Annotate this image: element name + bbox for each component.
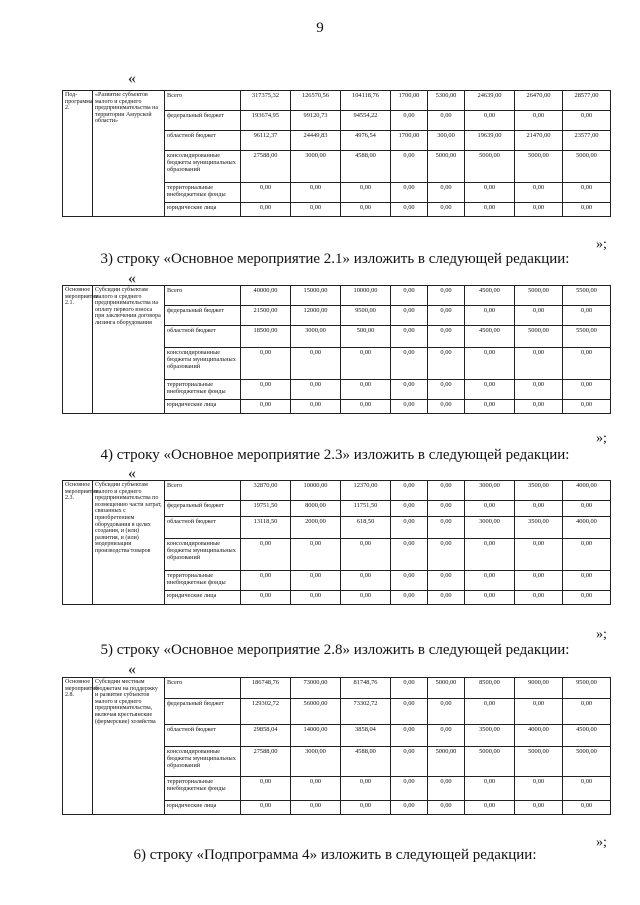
amount-cell: 26470,00 [515,91,563,111]
amount-cell: 0,00 [428,306,465,326]
amount-cell: 0,00 [428,380,465,400]
amount-cell: 0,00 [341,203,391,217]
amount-cell: 129302,72 [241,699,291,725]
amount-cell: 3000,00 [291,151,341,183]
amount-cell: 0,00 [515,400,563,414]
amount-cell: 0,00 [391,801,428,815]
amount-cell: 0,00 [465,801,515,815]
funding-source-cell: территориальные внебюджетные фонды [165,380,241,400]
amount-cell: 10000,00 [341,286,391,306]
amount-cell: 0,00 [391,286,428,306]
budget-table [62,677,611,815]
amount-cell: 0,00 [391,151,428,183]
amount-cell: 5000,00 [515,747,563,777]
amount-cell: 0,00 [391,747,428,777]
amount-cell: 0,00 [515,183,563,203]
amount-cell: 0,00 [563,777,611,801]
amount-cell: 0,00 [563,591,611,605]
amount-cell: 0,00 [391,725,428,747]
amount-cell: 21470,00 [515,131,563,151]
amount-cell: 19751,50 [241,501,291,517]
amount-cell: 0,00 [465,111,515,131]
amount-cell: 0,00 [391,481,428,501]
program-code-cell: Под-программа 2. [63,91,93,217]
amount-cell: 5000,00 [515,326,563,348]
amount-cell: 0,00 [291,571,341,591]
amount-cell: 0,00 [563,400,611,414]
amount-cell: 5300,00 [428,91,465,111]
amount-cell: 5000,00 [428,678,465,699]
amount-cell: 500,00 [341,326,391,348]
amount-cell: 0,00 [241,801,291,815]
amount-cell: 3500,00 [515,517,563,539]
amount-cell: 0,00 [428,801,465,815]
amount-cell: 96112,37 [241,131,291,151]
amount-cell: 19639,00 [465,131,515,151]
amount-cell: 0,00 [291,380,341,400]
amount-cell: 4588,00 [341,151,391,183]
amount-cell: 0,00 [291,348,341,380]
amount-cell: 0,00 [465,400,515,414]
funding-source-cell: областной бюджет [165,517,241,539]
amount-cell: 0,00 [391,380,428,400]
amount-cell: 0,00 [563,111,611,131]
amount-cell: 0,00 [515,571,563,591]
program-name-cell: «Развитие субъектов малого и среднего предпринимательства на территории Амурской области» [93,91,165,217]
amount-cell: 94554,22 [341,111,391,131]
closing-quote: »; [596,627,607,642]
amount-cell: 0,00 [341,400,391,414]
amount-cell: 0,00 [465,591,515,605]
amount-cell: 12370,00 [341,481,391,501]
amount-cell: 1700,00 [391,91,428,111]
amount-cell: 0,00 [465,501,515,517]
amount-cell: 11751,50 [341,501,391,517]
amount-cell: 0,00 [428,539,465,571]
amount-cell: 0,00 [428,517,465,539]
amount-cell: 0,00 [515,203,563,217]
amount-cell: 0,00 [291,400,341,414]
amount-cell: 0,00 [391,699,428,725]
amount-cell: 0,00 [563,801,611,815]
section-heading: 6) строку «Подпрограмма 4» изложить в следующей редакции: [133,847,537,863]
amount-cell: 0,00 [391,306,428,326]
amount-cell: 0,00 [563,699,611,725]
funding-source-cell: областной бюджет [165,725,241,747]
amount-cell: 4000,00 [515,725,563,747]
amount-cell: 0,00 [563,501,611,517]
amount-cell: 0,00 [341,777,391,801]
opening-quote: « [128,661,136,678]
amount-cell: 0,00 [563,183,611,203]
funding-source-cell: юридические лица [165,400,241,414]
amount-cell: 0,00 [391,111,428,131]
amount-cell: 5000,00 [515,151,563,183]
funding-source-cell: федеральный бюджет [165,699,241,725]
program-code-cell: Основное мероприятие 2.8. [63,678,93,815]
amount-cell: 3000,00 [291,326,341,348]
section-heading: 5) строку «Основное мероприятие 2.8» изложить в следующей редакции: [100,642,570,658]
program-code-cell: Основное мероприятие 2.3. [63,481,93,605]
table-row [63,286,611,306]
amount-cell: 4500,00 [563,725,611,747]
amount-cell: 0,00 [241,203,291,217]
amount-cell: 0,00 [465,306,515,326]
amount-cell: 13118,50 [241,517,291,539]
amount-cell: 0,00 [241,591,291,605]
amount-cell: 5000,00 [563,747,611,777]
amount-cell: 28577,00 [563,91,611,111]
amount-cell: 0,00 [515,539,563,571]
amount-cell: 3000,00 [465,517,515,539]
funding-source-cell: Всего [165,286,241,306]
amount-cell: 0,00 [391,203,428,217]
amount-cell: 5500,00 [563,286,611,306]
amount-cell: 8500,00 [465,678,515,699]
amount-cell: 0,00 [391,501,428,517]
amount-cell: 27588,00 [241,151,291,183]
opening-quote: « [128,270,136,287]
budget-table [62,285,611,414]
table-row [63,678,611,699]
amount-cell: 104118,76 [341,91,391,111]
amount-cell: 0,00 [241,348,291,380]
amount-cell: 0,00 [515,777,563,801]
amount-cell: 0,00 [291,591,341,605]
amount-cell: 0,00 [241,571,291,591]
amount-cell: 0,00 [515,380,563,400]
amount-cell: 0,00 [391,777,428,801]
funding-source-cell: Всего [165,481,241,501]
amount-cell: 0,00 [515,801,563,815]
amount-cell: 126570,56 [291,91,341,111]
amount-cell: 0,00 [515,501,563,517]
program-name-cell: Субсидии субъектам малого и среднего предпринимательства по возмещению части затрат, связанных с приобретением оборудования в целях создания, и (или) развития, и (или) модернизации производства товаров [93,481,165,605]
amount-cell: 10000,00 [291,481,341,501]
funding-source-cell: территориальные внебюджетные фонды [165,571,241,591]
amount-cell: 0,00 [428,777,465,801]
amount-cell: 0,00 [391,183,428,203]
amount-cell: 0,00 [515,699,563,725]
amount-cell: 0,00 [391,591,428,605]
amount-cell: 4500,00 [465,286,515,306]
funding-source-cell: юридические лица [165,801,241,815]
funding-source-cell: областной бюджет [165,131,241,151]
amount-cell: 32870,00 [241,481,291,501]
amount-cell: 0,00 [291,801,341,815]
program-name-cell: Субсидии субъектам малого и среднего предпринимательства на оплату первого взноса при заключении договора лизинга оборудования [93,286,165,414]
amount-cell: 0,00 [515,306,563,326]
amount-cell: 8000,00 [291,501,341,517]
amount-cell: 0,00 [428,571,465,591]
table-row [63,481,611,501]
amount-cell: 4500,00 [465,326,515,348]
amount-cell: 56000,00 [291,699,341,725]
amount-cell: 73302,72 [341,699,391,725]
amount-cell: 0,00 [428,481,465,501]
amount-cell: 0,00 [341,348,391,380]
amount-cell: 0,00 [241,380,291,400]
amount-cell: 4588,00 [341,747,391,777]
amount-cell: 12000,00 [291,306,341,326]
amount-cell: 3000,00 [291,747,341,777]
amount-cell: 3858,04 [341,725,391,747]
amount-cell: 40000,00 [241,286,291,306]
amount-cell: 5000,00 [465,151,515,183]
funding-source-cell: территориальные внебюджетные фонды [165,777,241,801]
section-heading: 3) строку «Основное мероприятие 2.1» изложить в следующей редакции: [100,251,570,267]
funding-source-cell: федеральный бюджет [165,111,241,131]
funding-source-cell: федеральный бюджет [165,501,241,517]
amount-cell: 0,00 [465,571,515,591]
amount-cell: 0,00 [515,348,563,380]
amount-cell: 0,00 [515,111,563,131]
amount-cell: 9500,00 [341,306,391,326]
amount-cell: 300,00 [428,131,465,151]
amount-cell: 0,00 [465,348,515,380]
amount-cell: 0,00 [428,591,465,605]
closing-quote: »; [596,237,607,252]
amount-cell: 0,00 [391,517,428,539]
amount-cell: 0,00 [391,326,428,348]
amount-cell: 0,00 [428,183,465,203]
funding-source-cell: Всего [165,91,241,111]
amount-cell: 0,00 [428,725,465,747]
amount-cell: 0,00 [563,306,611,326]
amount-cell: 23577,00 [563,131,611,151]
amount-cell: 2000,00 [291,517,341,539]
amount-cell: 0,00 [241,400,291,414]
amount-cell: 0,00 [391,348,428,380]
amount-cell: 0,00 [428,326,465,348]
amount-cell: 24639,00 [465,91,515,111]
amount-cell: 0,00 [465,183,515,203]
amount-cell: 0,00 [341,571,391,591]
amount-cell: 0,00 [391,400,428,414]
amount-cell: 0,00 [241,539,291,571]
amount-cell: 3500,00 [465,725,515,747]
amount-cell: 0,00 [563,203,611,217]
amount-cell: 0,00 [428,699,465,725]
table-row [63,91,611,111]
amount-cell: 0,00 [563,380,611,400]
amount-cell: 27588,00 [241,747,291,777]
amount-cell: 1700,00 [391,131,428,151]
program-code-cell: Основное мероприятие 2.1. [63,286,93,414]
amount-cell: 317375,32 [241,91,291,111]
amount-cell: 4976,54 [341,131,391,151]
amount-cell: 193674,95 [241,111,291,131]
amount-cell: 0,00 [465,380,515,400]
amount-cell: 0,00 [563,348,611,380]
amount-cell: 0,00 [341,539,391,571]
funding-source-cell: территориальные внебюджетные фонды [165,183,241,203]
amount-cell: 9500,00 [563,678,611,699]
amount-cell: 0,00 [428,348,465,380]
amount-cell: 0,00 [428,400,465,414]
funding-source-cell: федеральный бюджет [165,306,241,326]
amount-cell: 18500,00 [241,326,291,348]
funding-source-cell: Всего [165,678,241,699]
amount-cell: 0,00 [341,183,391,203]
amount-cell: 0,00 [241,183,291,203]
amount-cell: 0,00 [341,380,391,400]
amount-cell: 0,00 [341,591,391,605]
amount-cell: 0,00 [465,699,515,725]
opening-quote: « [128,465,136,482]
funding-source-cell: консолидированные бюджеты муниципальных образований [165,539,241,571]
amount-cell: 0,00 [291,777,341,801]
funding-source-cell: консолидированные бюджеты муниципальных образований [165,747,241,777]
funding-source-cell: консолидированные бюджеты муниципальных образований [165,151,241,183]
amount-cell: 5000,00 [515,286,563,306]
page-number: 9 [316,20,324,36]
amount-cell: 4000,00 [563,481,611,501]
amount-cell: 0,00 [291,183,341,203]
amount-cell: 5000,00 [465,747,515,777]
amount-cell: 5500,00 [563,326,611,348]
amount-cell: 0,00 [428,203,465,217]
amount-cell: 0,00 [563,539,611,571]
funding-source-cell: консолидированные бюджеты муниципальных образований [165,348,241,380]
amount-cell: 0,00 [465,203,515,217]
program-name-cell: Субсидии местным бюджетам на поддержку и развитие субъектов малого и среднего предпринимательства, включая крестьянские (фермерские) хозяйства [93,678,165,815]
amount-cell: 0,00 [428,286,465,306]
amount-cell: 5000,00 [428,747,465,777]
amount-cell: 0,00 [428,501,465,517]
amount-cell: 81748,76 [341,678,391,699]
amount-cell: 14000,00 [291,725,341,747]
budget-table [62,90,611,217]
budget-table [62,480,611,605]
amount-cell: 0,00 [465,777,515,801]
amount-cell: 5000,00 [563,151,611,183]
section-heading: 4) строку «Основное мероприятие 2.3» изложить в следующей редакции: [100,447,570,463]
amount-cell: 3000,00 [465,481,515,501]
amount-cell: 0,00 [465,539,515,571]
amount-cell: 4000,00 [563,517,611,539]
amount-cell: 0,00 [391,571,428,591]
amount-cell: 186748,76 [241,678,291,699]
funding-source-cell: юридические лица [165,591,241,605]
amount-cell: 21500,00 [241,306,291,326]
amount-cell: 0,00 [563,571,611,591]
amount-cell: 618,50 [341,517,391,539]
amount-cell: 0,00 [291,203,341,217]
amount-cell: 0,00 [241,777,291,801]
amount-cell: 0,00 [391,539,428,571]
amount-cell: 24449,83 [291,131,341,151]
amount-cell: 99120,73 [291,111,341,131]
amount-cell: 29858,04 [241,725,291,747]
funding-source-cell: юридические лица [165,203,241,217]
amount-cell: 0,00 [291,539,341,571]
closing-quote: »; [596,431,607,446]
amount-cell: 5000,00 [428,151,465,183]
amount-cell: 0,00 [391,678,428,699]
amount-cell: 0,00 [428,111,465,131]
amount-cell: 15000,00 [291,286,341,306]
funding-source-cell: областной бюджет [165,326,241,348]
opening-quote: « [128,70,136,87]
amount-cell: 73000,00 [291,678,341,699]
amount-cell: 0,00 [515,591,563,605]
amount-cell: 9000,00 [515,678,563,699]
amount-cell: 3500,00 [515,481,563,501]
closing-quote: »; [596,835,607,850]
amount-cell: 0,00 [341,801,391,815]
